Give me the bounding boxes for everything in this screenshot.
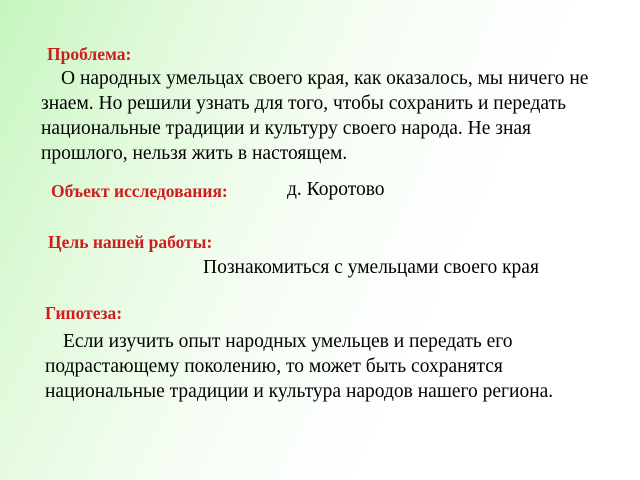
hypothesis-heading: Гипотеза: [45,303,123,323]
research-object-heading: Объект исследования: [51,181,228,201]
goal-value: Познакомиться с умельцами своего края [203,257,539,278]
research-object-value: д. Коротово [287,179,385,200]
hypothesis-text: Если изучить опыт народных умельцев и передать его подрастающему поколению, то может быть сохранятся национальные традиции и культура народов нашего региона. [45,331,554,402]
problem-text: О народных умельцах своего края, как оказалось, мы ничего не знаем. Но решили узнать для того, чтобы сохранить и передать национальные традиции и культуру своего народа. Не зная прошлого, нельзя жить в настоящем. [41,68,589,164]
goal-heading: Цель нашей работы: [48,232,213,252]
problem-heading: Проблема: [47,44,132,64]
